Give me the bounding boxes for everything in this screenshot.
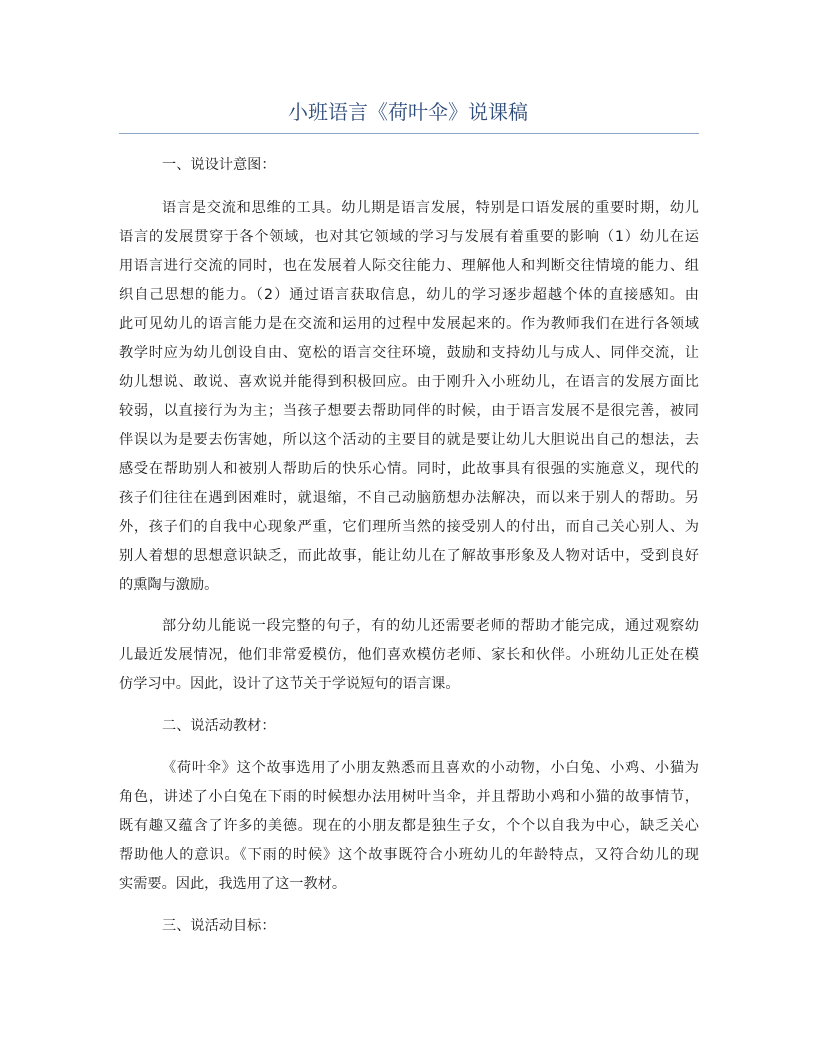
paragraph-line: 语言是交流和思维的工具。幼儿期是语言发展，特别是口语发展的重要时期，幼儿 — [162, 200, 699, 216]
paragraph-line: 仿学习中。因此，设计了这节关于学说短句的语言课。 — [119, 676, 460, 692]
paragraph-line: 角色，讲述了小白兔在下雨的时候想办法用树叶当伞，并且帮助小鸡和小猫的故事情节， — [119, 789, 699, 805]
document-title: 小班语言《荷叶伞》说课稿 — [288, 100, 528, 124]
paragraph-line: 儿最近发展情况，他们非常爱模仿，他们喜欢模仿老师、家长和伙伴。小班幼儿正处在模 — [119, 647, 699, 663]
paragraph-line: 帮助他人的意识。《下雨的时候》这个故事既符合小班幼儿的年龄特点，又符合幼儿的现 — [119, 847, 699, 863]
paragraph-line: 语言的发展贯穿于各个领域，也对其它领域的学习与发展有着重要的影响（1）幼儿在运 — [119, 229, 699, 245]
paragraph-line: 伴误以为是要去伤害她，所以这个活动的主要目的就是要让幼儿大胆说出自己的想法，去 — [119, 432, 699, 448]
paragraph-line: 别人着想的思想意识缺乏，而此故事，能让幼儿在了解故事形象及人物对话中，受到良好 — [119, 548, 699, 564]
paragraph-line: 教学时应为幼儿创设自由、宽松的语言交往环境，鼓励和支持幼儿与成人、同伴交流，让 — [119, 345, 699, 361]
paragraph-line: 的熏陶与激励。 — [119, 577, 219, 593]
paragraph-line: 既有趣又蕴含了许多的美德。现在的小朋友都是独生子女，个个以自我为中心，缺乏关心 — [119, 818, 699, 834]
paragraph-line: 较弱，以直接行为为主；当孩子想要去帮助同伴的时候，由于语言发展不是很完善，被同 — [119, 403, 699, 419]
paragraph-line: 实需要。因此，我选用了这一教材。 — [119, 876, 347, 892]
section-activity-goals — [119, 912, 699, 941]
paragraph-line: 孩子们往往在遇到困难时，就退缩，不自己动脑筋想办法解决，而以来于别人的帮助。另 — [119, 490, 699, 506]
paragraph-line: 《荷叶伞》这个故事选用了小朋友熟悉而且喜欢的小动物，小白兔、小鸡、小猫为 — [162, 760, 699, 776]
paragraph — [119, 194, 699, 600]
section-teaching-material — [119, 712, 699, 741]
paragraph-line: 外，孩子们的自我中心现象严重，它们理所当然的接受别人的付出，而自己关心别人、为 — [119, 519, 699, 535]
paragraph-line: 织自己思想的能力。（2）通过语言获取信息，幼儿的学习逐步超越个体的直接感知。由 — [119, 287, 699, 303]
paragraph — [119, 754, 699, 899]
paragraph-line: 感受在帮助别人和被别人帮助后的快乐心情。同时，此故事具有很强的实施意义，现代的 — [119, 461, 699, 477]
section-heading: 三、说活动目标： — [162, 918, 276, 934]
title-divider — [119, 133, 699, 134]
paragraph-line: 用语言进行交流的同时，也在发展着人际交往能力、理解他人和判断交往情境的能力、组 — [119, 258, 699, 274]
paragraph-line: 部分幼儿能说一段完整的句子，有的幼儿还需要老师的帮助才能完成，通过观察幼 — [162, 618, 699, 634]
paragraph-line: 幼儿想说、敢说、喜欢说并能得到积极回应。由于刚升入小班幼儿，在语言的发展方面比 — [119, 374, 699, 390]
paragraph-line: 此可见幼儿的语言能力是在交流和运用的过程中发展起来的。作为教师我们在进行各领域 — [119, 316, 699, 332]
paragraph — [119, 612, 699, 699]
section-design-intent — [119, 151, 699, 180]
section-heading: 一、说设计意图： — [162, 157, 276, 173]
section-heading: 二、说活动教材： — [162, 718, 276, 734]
